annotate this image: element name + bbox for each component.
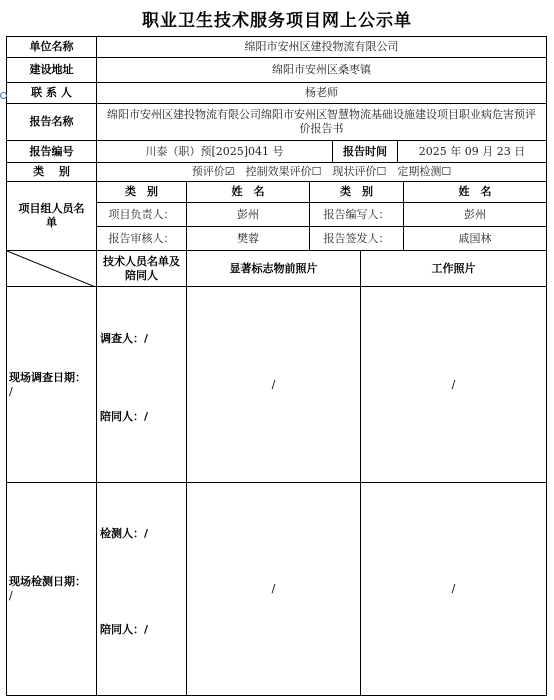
page-title: 职业卫生技术服务项目网上公示单 — [142, 11, 412, 31]
survey-work-photo-value: / — [451, 377, 456, 391]
survey-date-label: 现场调查日期： — [9, 371, 86, 384]
detect-sign-photo — [186, 482, 361, 696]
report-time-label: 报告时间 — [332, 140, 398, 163]
team-member-name: 彭州 — [186, 202, 310, 227]
team-member-name: 樊蓉 — [186, 226, 310, 251]
team-role: 报告签发人： — [309, 226, 404, 251]
report-time-value: 2025 年 09 月 23 日 — [397, 140, 547, 163]
staff-header: 技术人员名单及陪同人 — [96, 250, 187, 287]
survey-work-photo — [360, 286, 547, 483]
detect-date-label: 现场检测日期： — [9, 575, 86, 588]
team-member-name: 彭州 — [403, 202, 547, 227]
diagonal-header-cell — [6, 250, 97, 287]
unit-label: 单位名称 — [6, 36, 97, 58]
margin-marker-icon — [0, 92, 7, 99]
disclosure-table — [6, 36, 547, 696]
detect-work-photo-value: / — [451, 582, 456, 595]
category-options: 预评价☑ 控制效果评价☐ 现状评价☐ 定期检测☐ — [96, 162, 547, 182]
team-label: 项目组人员名单 — [6, 181, 97, 251]
survey-staff-cell — [96, 286, 187, 483]
survey-date-value: / — [9, 385, 13, 398]
detect-work-photo — [360, 482, 547, 696]
work-photo-header: 工作照片 — [360, 250, 547, 287]
team-header-category-2: 类 别 — [309, 181, 404, 203]
report-name-value: 绵阳市安州区建投物流有限公司绵阳市安州区智慧物流基础设施建设项目职业病危害预评价报告书 — [96, 103, 547, 141]
detector-label: 检测人：/ — [100, 527, 149, 540]
sign-photo-header: 显著标志物前照片 — [186, 250, 361, 287]
category-label: 类 别 — [6, 162, 97, 182]
survey-companion-label: 陪同人：/ — [100, 410, 149, 423]
team-member-name: 戚国林 — [403, 226, 547, 251]
surveyor-label: 调查人：/ — [100, 332, 149, 345]
team-header-category-1: 类 别 — [96, 181, 187, 203]
report-no-label: 报告编号 — [6, 140, 97, 163]
report-no-value: 川泰（职）预[2025]041 号 — [96, 140, 333, 163]
survey-sign-photo — [186, 286, 361, 483]
team-header-name-2: 姓 名 — [403, 181, 547, 203]
diagonal-line — [7, 251, 97, 287]
detect-date-value: / — [9, 589, 13, 602]
contact-value: 杨老师 — [96, 82, 547, 104]
report-name-label: 报告名称 — [6, 103, 97, 141]
unit-value: 绵阳市安州区建投物流有限公司 — [96, 36, 547, 58]
survey-sign-photo-value: / — [271, 377, 276, 391]
team-role: 报告审核人： — [96, 226, 187, 251]
detect-date-cell — [6, 482, 97, 696]
team-header-name-1: 姓 名 — [186, 181, 310, 203]
survey-date-cell — [6, 286, 97, 483]
team-role: 项目负责人： — [96, 202, 187, 227]
detect-companion-label: 陪同人：/ — [100, 623, 149, 636]
address-value: 绵阳市安州区桑枣镇 — [96, 57, 547, 83]
address-label: 建设地址 — [6, 57, 97, 83]
detect-staff-cell — [96, 482, 187, 696]
contact-label: 联 系 人 — [6, 82, 97, 104]
detect-sign-photo-value: / — [271, 582, 276, 595]
team-role: 报告编写人： — [309, 202, 404, 227]
